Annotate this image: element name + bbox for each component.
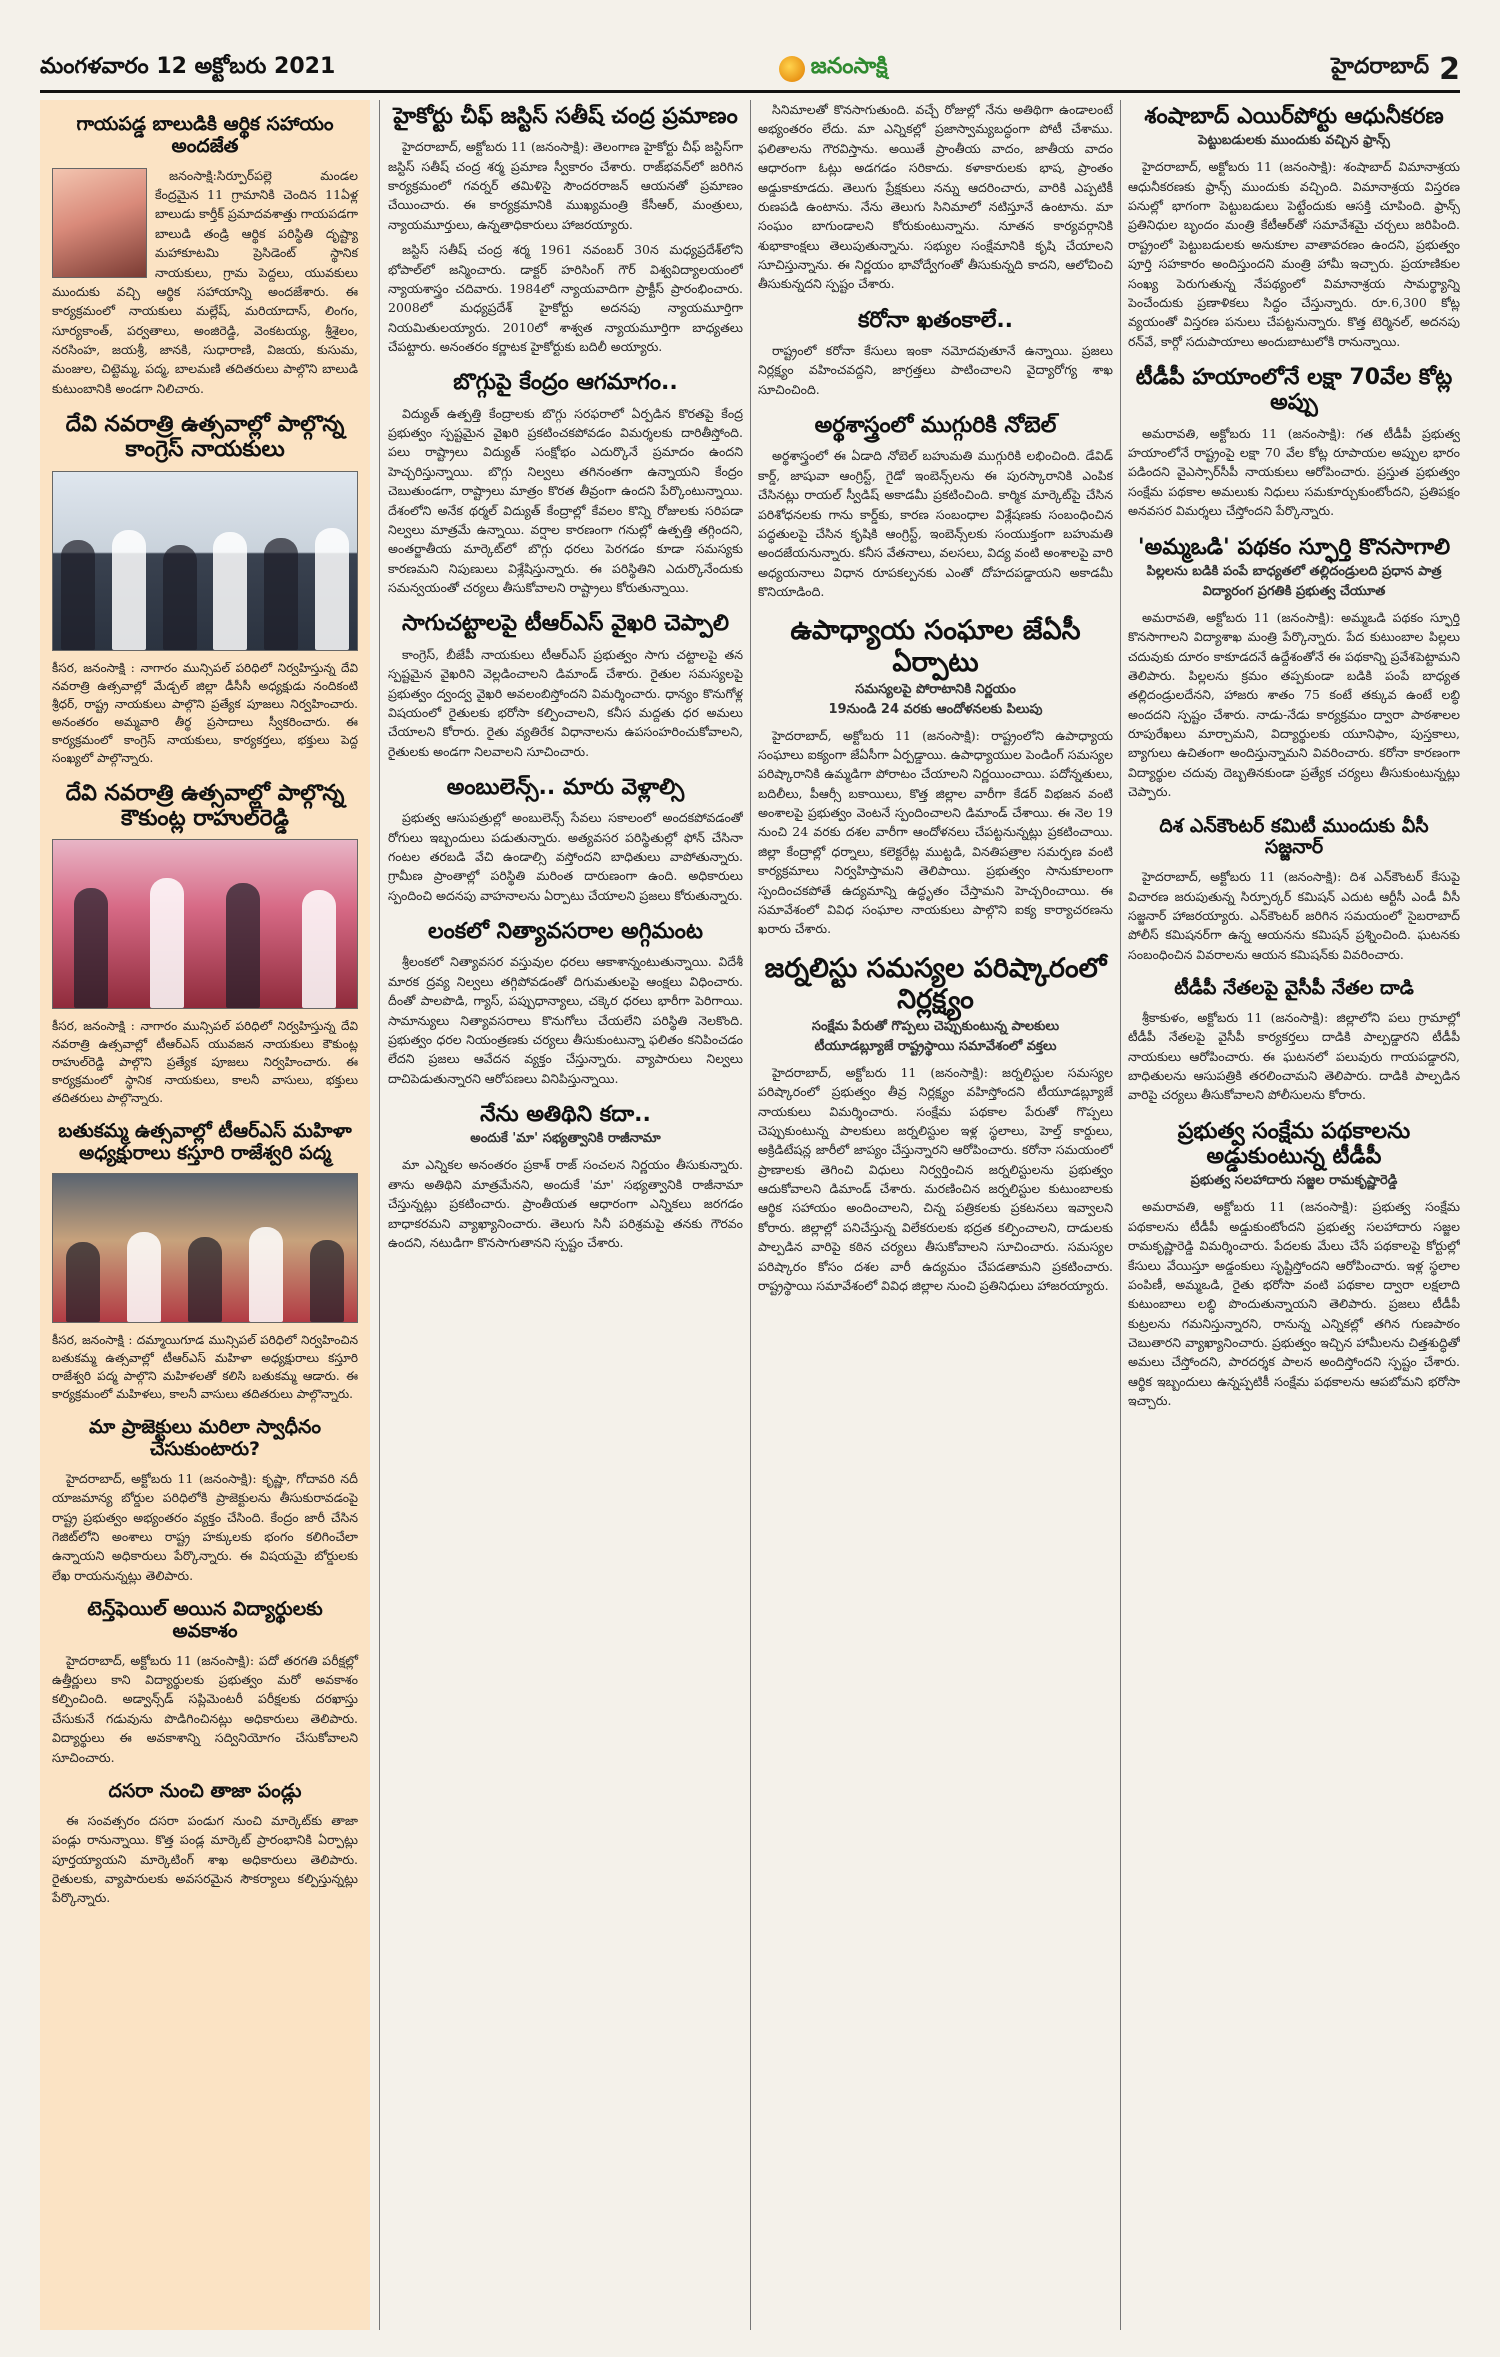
story-body [1128, 608, 1460, 802]
story-body [52, 1811, 358, 1908]
subheadline: అందుకే 'మా' సభ్యత్వానికి రాజీనామా [470, 1131, 661, 1147]
story-disha-encounter [1128, 816, 1460, 965]
story-projects-takeover [52, 1417, 358, 1585]
paragraph: అమరావతి, అక్టోబరు 11 (జనంసాక్షి): అమ్మఒడి పథకం స్ఫూర్తి కొనసాగాలని విద్యాశాఖ మంత్రి పేర్కొన్నారు. పేద కుటుంబాల పిల్లలు చదువుకు దూరం కాకూడదనే ఉద్దేశంతోనే ఈ పథకాన్ని ప్రవేశపెట్టామని తెలిపారు. పిల్లలను క్రమం తప్పకుండా బడికి పంపే బాధ్యత తల్లిదండ్రులదేనని, హాజరు శాతం 75 కంటే తక్కువ ఉంటే లబ్ధి అందదని స్పష్టం చేశారు. నాడు-నేడు కార్యక్రమం ద్వారా పాఠశాలల రూపురేఖలు మార్చామని, విద్యార్థులకు యూనిఫాం, పుస్తకాలు, బ్యాగులు ఉచితంగా అందిస్తున్నామని వివరించారు. కరోనా కారణంగా విద్యార్థుల చదువు దెబ్బతినకుండా ప్రత్యేక చర్యలు తీసుకుంటున్నట్లు చెప్పారు. [1128, 609, 1460, 800]
story-body [52, 1651, 358, 1767]
story-corona [758, 308, 1113, 399]
story-tdp-attack [1128, 978, 1460, 1105]
story-welfare-schemes [1128, 1119, 1460, 1411]
story-tenth-fail [52, 1599, 358, 1767]
issue-date: మంగళవారం 12 అక్టోబరు 2021 [40, 54, 336, 79]
story-body [388, 808, 743, 905]
person-figure [249, 1227, 283, 1322]
subheadline: పిల్లలను బడికి పంపే బాధ్యతలో తల్లిదండ్రులది ప్రధాన పాత్ర [1146, 563, 1442, 579]
headline: దేవి నవరాత్రి ఉత్సవాల్లో పాల్గొన్న కౌకుంట్ల రాహుల్‌రెడ్డి [65, 780, 345, 832]
paragraph: ఈ సంవత్సరం దసరా పండుగ నుంచి మార్కెట్‌కు తాజా పండ్లు రానున్నాయి. కొత్త పండ్ల మార్కెట్ ప్రారంభానికి ఏర్పాట్లు పూర్తయ్యాయని మార్కెటింగ్ శాఖ అధికారులు తెలిపారు. రైతులకు, వ్యాపారులకు అవసరమైన సౌకర్యాలు కల్పిస్తున్నట్లు పేర్కొన్నారు. [52, 1812, 358, 1906]
paragraph: హైదరాబాద్, అక్టోబరు 11 (జనంసాక్షి): తెలంగాణ హైకోర్టు చీఫ్ జస్టిస్‌గా జస్టిస్ సతీష్ చంద్ర శర్మ ప్రమాణ స్వీకారం చేశారు. రాజ్‌భవన్‌లో జరిగిన కార్యక్రమంలో గవర్నర్ తమిళిసై సౌందరరాజన్ ఆయనతో ప్రమాణం చేయించారు. ఈ కార్యక్రమానికి ముఖ్యమంత్రి కేసీఆర్, మంత్రులు, న్యాయమూర్తులు, ఉన్నతాధికారులు హాజరయ్యారు. [388, 139, 743, 232]
headline: గాయపడ్డ బాలుడికి ఆర్థిక సహాయం అందజేత [76, 113, 334, 157]
felicitation-photo [52, 839, 358, 1009]
person-figure [127, 1232, 161, 1322]
paragraph: హైదరాబాద్, అక్టోబరు 11 (జనంసాక్షి): పదో తరగతి పరీక్షల్లో ఉత్తీర్ణులు కాని విద్యార్థులకు ప్రభుత్వం మరో అవకాశం కల్పించింది. అడ్వాన్స్‌డ్ సప్లిమెంటరీ పరీక్షలకు దరఖాస్తు చేసుకునే గడువును పొడిగించినట్లు అధికారులు తెలిపారు. విద్యార్థులు ఈ అవకాశాన్ని సద్వినియోగం చేసుకోవాలని సూచించారు. [52, 1652, 358, 1765]
story-ammavodi [1128, 535, 1460, 802]
headline: లంకలో నిత్యావసరాల అగ్గిమంట [428, 919, 703, 945]
person-figure [66, 1242, 100, 1322]
photo-figures [53, 1227, 357, 1322]
headline: బతుకమ్మ ఉత్సవాల్లో టీఆర్ఎస్ మహిళా అధ్యక్షురాలు కస్తూరి రాజేశ్వరి పద్మ [58, 1120, 352, 1165]
headline: అర్థశాస్త్రంలో ముగ్గురికి నోబెల్‌ [814, 413, 1057, 439]
story-rahul-reddy-navaratri [52, 781, 358, 1108]
masthead-right [1331, 52, 1460, 87]
subheadline: ప్రభుత్వ సలహాదారు సజ్జల రామకృష్ణారెడ్డి [1190, 1173, 1398, 1189]
story-congress-navaratri [52, 412, 358, 767]
subheadline: సమస్యలపై పోరాటానికి నిర్ణయం [855, 681, 1016, 697]
headline: ఉపాధ్యాయ సంఘాల జేఏసీ ఏర్పాటు [790, 615, 1081, 678]
column-divider [379, 100, 380, 2330]
headline: ప్రభుత్వ సంక్షేమ పథకాలను అడ్డుకుంటున్న టీడీపీ [1177, 1118, 1411, 1170]
paragraph: సినిమాలతో కొనసాగుతుంది. వచ్చే రోజుల్లో నేను అతిథిగా ఉండాలంటే అభ్యంతరం లేదు. మా ఎన్నికల్లో ప్రజాస్వామ్యబద్ధంగా పోటీ చేశాము. ఫలితాలను గౌరవిస్తాను. అయితే ప్రాంతీయ వాదం, జాతీయ వాదం ఆధారంగా ఓట్లు అడగడం సరికాదు. కళాకారులకు భాష, ప్రాంతం అడ్డుకాకూడదు. తెలుగు ప్రేక్షకులు నన్ను ఆదరించారు, వారికి ఎప్పటికీ రుణపడి ఉంటాను. నేను తెలుగు సినిమాలో నటిస్తూనే ఉంటాను. మా సంఘం బాగుండాలని కోరుకుంటున్నాను. నూతన కార్యవర్గానికి శుభాకాంక్షలు తెలుపుతున్నాను. సభ్యుల సంక్షేమానికి కృషి చేయాలని సూచిస్తున్నాను. ఈ నిర్ణయం భావోద్వేగంతో తీసుకున్నది కాదని, ఆలోచించి తీసుకున్నదని స్పష్టం చేశారు. [758, 102, 1113, 292]
story-body [388, 1155, 743, 1252]
story-journalists [758, 953, 1113, 1296]
story-body [1128, 1197, 1460, 1410]
person-figure [310, 1240, 344, 1322]
story-maa-resignation [388, 1102, 743, 1252]
story-body [1128, 1008, 1460, 1105]
story-tdp-debt [1128, 365, 1460, 520]
headline: శంషాబాద్‌ ఎయిర్‌పోర్టు ఆధునీకరణ [1144, 104, 1444, 129]
story-body [1128, 867, 1460, 964]
column-1 [40, 100, 370, 2330]
paragraph: హైదరాబాద్, అక్టోబరు 11 (జనంసాక్షి): జర్నలిస్టుల సమస్యల పరిష్కారంలో ప్రభుత్వం తీవ్ర నిర్లక్ష్యం వహిస్తోందని టీయూడబ్ల్యూజే నాయకులు విమర్శించారు. సంక్షేమ పథకాల పేరుతో గొప్పలు చెప్పుకుంటున్న పాలకులు జర్నలిస్టుల ఇళ్ల స్థలాలు, హెల్త్ కార్డులు, అక్రిడిటేషన్ల జారీలో జాప్యం చేస్తున్నారని ఆరోపించారు. కరోనా సమయంలో ప్రాణాలకు తెగించి విధులు నిర్వర్తించిన జర్నలిస్టులను ప్రభుత్వం ఆదుకోవాలని డిమాండ్ చేశారు. మరణించిన జర్నలిస్టుల కుటుంబాలకు ఆర్థిక సహాయం అందించాలని, చిన్న పత్రికలకు ప్రకటనలు ఇవ్వాలని కోరారు. జిల్లాల్లో పనిచేస్తున్న విలేకరులకు భద్రత కల్పించాలని, దాడులకు పాల్పడిన వారిపై కఠిన చర్యలు తీసుకోవాలని సూచించారు. సమస్యల పరిష్కారం కోసం దశల వారీ ఉద్యమం చేపడతామని ప్రకటించారు. రాష్ట్రస్థాయి సమావేశంలో వివిధ జిల్లాల నుంచి ప్రతినిధులు హాజరయ్యారు. [758, 1064, 1113, 1293]
paragraph: ప్రభుత్వ ఆసుపత్రుల్లో అంబులెన్స్ సేవలు సకాలంలో అందకపోవడంతో రోగులు ఇబ్బందులు పడుతున్నారు. అత్యవసర పరిస్థితుల్లో ఫోన్ చేసినా గంటల తరబడి వేచి ఉండాల్సి వస్తోందని బాధితులు వాపోతున్నారు. గ్రామీణ ప్రాంతాల్లో పరిస్థితి మరింత దారుణంగా ఉంది. అధికారులు స్పందించి అదనపు వాహనాలను ఏర్పాటు చేయాలని ప్రజలు కోరుతున్నారు. [388, 810, 743, 903]
page-number: 2 [1439, 51, 1460, 87]
story-body [388, 137, 743, 356]
headline: దసరా నుంచి తాజా పండ్లు [108, 1779, 302, 1802]
headline: 'అమ్మఒడి' పథకం స్ఫూర్తి కొనసాగాలి [1137, 534, 1451, 560]
story-body [758, 726, 1113, 939]
story-ambulance [388, 775, 743, 905]
paragraph: అమరావతి, అక్టోబరు 11 (జనంసాక్షి): గత టీడీపీ ప్రభుత్వ హయాంలోనే రాష్ట్రంపై లక్షా 70 వేల కోట్ల రూపాయల అప్పుల భారం పడిందని వైఎస్సార్‌సీపీ నాయకులు ఆరోపించారు. ప్రస్తుత ప్రభుత్వం సంక్షేమ పథకాల అమలుకు నిధులు సమకూర్చుకుంటోందని, ప్రతిపక్షం అనవసర విమర్శలు చేస్తోందని పేర్కొన్నారు. [1128, 425, 1460, 519]
story-body [758, 1063, 1113, 1296]
subheadline: విద్యారంగ ప్రగతికి ప్రభుత్వ చేయూత [1202, 583, 1386, 599]
headline: సాగుచట్టాలపై టీఆర్ఎస్‌ వైఖరి చెప్పాలి [402, 611, 729, 637]
headline: టీడీపీ నేతలపై వైసీపీ నేతల దాడి [1174, 977, 1414, 1000]
paragraph: శ్రీలంకలో నిత్యావసర వస్తువుల ధరలు ఆకాశాన్నంటుతున్నాయి. విదేశీ మారక ద్రవ్య నిల్వలు తగ్గిపోవడంతో దిగుమతులపై ఆంక్షలు విధించారు. దీంతో పాలపొడి, గ్యాస్, పప్పుధాన్యాలు, చక్కెర ధరలు భారీగా పెరిగాయి. సామాన్యులు నిత్యావసరాలు కొనుగోలు చేయలేని పరిస్థితి నెలకొంది. ప్రభుత్వం ధరల నియంత్రణకు చర్యలు తీసుకుంటున్నా ఫలితం కనిపించడం లేదని ప్రజలు ఆవేదన వ్యక్తం చేస్తున్నారు. వ్యాపారులు నిల్వలు దాచిపెడుతున్నారని ఆరోపణలు వినిపిస్తున్నాయి. [388, 954, 743, 1086]
headline: మా ప్రాజెక్టులు మరిలా స్వాధీనం చేసుకుంటారు? [89, 1416, 321, 1460]
paragraph: రాష్ట్రంలో కరోనా కేసులు ఇంకా నమోదవుతూనే ఉన్నాయి. ప్రజలు నిర్లక్ష్యం వహించవద్దని, జాగ్రత్తలు పాటించాలని వైద్యారోగ్య శాఖ సూచించింది. [758, 343, 1113, 397]
headline: దిశ ఎన్‌కౌంటర్‌ కమిటీ ముందుకు వీసీ సజ్జనార్‌ [1159, 814, 1429, 859]
story-chief-justice [388, 104, 743, 356]
story-body [758, 341, 1113, 399]
subheadline: సంక్షేమ పేరుతో గొప్పలు చెప్పుకుంటున్న పాలకులు [811, 1018, 1060, 1034]
subheadline: 19నుండి 24 వరకు ఆందోళనలకు పిలుపు [828, 701, 1043, 717]
headline: జర్నలిస్టు సమస్యల పరిష్కారంలో నిర్లక్ష్యం [764, 952, 1107, 1015]
masthead-rule [40, 90, 1460, 93]
column-4 [1128, 100, 1460, 2330]
injured-child-photo [52, 168, 147, 278]
headline: నేను అతిథిని కదా.. [480, 1102, 651, 1128]
person-figure [213, 532, 247, 650]
story-bathukamma [52, 1121, 358, 1403]
masthead [40, 52, 1460, 86]
paragraph: కాంగ్రెస్, బీజేపీ నాయకులు టీఆర్ఎస్ ప్రభుత్వం సాగు చట్టాలపై తన స్పష్టమైన వైఖరిని వెల్లడించాలని డిమాండ్ చేశారు. రైతుల సమస్యలపై ప్రభుత్వం ద్వంద్వ వైఖరి అవలంబిస్తోందని విమర్శించారు. ధాన్యం కొనుగోళ్ల విషయంలో రైతులకు భరోసా కల్పించాలని, కనీస మద్దతు ధర అమలు చేయాలని కోరారు. రైతు వ్యతిరేక విధానాలను ఉపసంహరించుకోవాలని, రైతులకు అండగా నిలవాలని సూచించారు. [388, 646, 743, 759]
story-body [388, 952, 743, 1088]
subheadline: పెట్టుబడులకు ముందుకు వచ్చిన ఫ్రాన్స్‌ [1198, 133, 1390, 149]
paragraph: అర్థశాస్త్రంలో ఈ ఏడాది నోబెల్ బహుమతి ముగ్గురికి లభించింది. డేవిడ్ కార్డ్, జాషువా ఆంగ్రిస్ట్, గైడో ఇంబెన్స్‌లను ఈ పురస్కారానికి ఎంపిక చేసినట్లు రాయల్ స్వీడిష్ అకాడమీ ప్రకటించింది. కార్మిక మార్కెట్‌పై చేసిన పరిశోధనలకు గాను కార్డ్‌కు, కారణ సంబంధాల విశ్లేషణకు సంబంధించిన పద్ధతులపై చేసిన కృషికి ఆంగ్రిస్ట్, ఇంబెన్స్‌లకు సంయుక్తంగా బహుమతి అందజేయనున్నారు. కనీస వేతనాలు, వలసలు, విద్య వంటి అంశాలపై వారి అధ్యయనాలు విధాన రూపకల్పనకు ఎంతో దోహదపడ్డాయని అకాడమీ కొనియాడింది. [758, 448, 1113, 600]
story-teachers-jac [758, 615, 1113, 938]
story-body [758, 100, 1113, 294]
paragraph: శ్రీకాకుళం, అక్టోబరు 11 (జనంసాక్షి): జిల్లాలోని పలు గ్రామాల్లో టీడీపీ నేతలపై వైసీపీ కార్యకర్తలు దాడికి పాల్పడ్డారని టీడీపీ నాయకులు ఆరోపించారు. ఈ ఘటనలో పలువురు గాయపడ్డారని, బాధితులను ఆసుపత్రికి తరలించామని తెలిపారు. దాడికి పాల్పడిన వారిపై చర్యలు తీసుకోవాలని పోలీసులను కోరారు. [1128, 1009, 1460, 1103]
sun-logo-icon [779, 56, 805, 82]
story-farm-laws [388, 611, 743, 761]
person-figure [188, 1237, 222, 1322]
headline: హైకోర్టు చీఫ్ జస్టిస్‌ సతీష్‌ చంద్ర ప్రమాణం [393, 104, 738, 129]
person-figure [163, 545, 197, 650]
story-lanka-prices [388, 919, 743, 1088]
person-figure [150, 878, 184, 1008]
person-figure [302, 890, 336, 1008]
photo-caption: కీసర, జనంసాక్షి : దమ్మాయిగూడ మున్సిపల్ పరిధిలో నిర్వహించిన బతుకమ్మ ఉత్సవాల్లో టీఆర్ఎస్ మహిళా అధ్యక్షురాలు కస్తూరి రాజేశ్వరి పద్మ పాల్గొని మహిళలతో కలిసి బతుకమ్మ ఆడారు. ఈ కార్యక్రమంలో మహిళలు, కాలనీ వాసులు తదితరులు పాల్గొన్నారు. [52, 1333, 358, 1402]
edition-city: హైదరాబాద్ [1331, 54, 1430, 79]
person-figure [264, 538, 298, 650]
paragraph: జనంసాక్షి:సిర్పూర్‌పల్లె మండల కేంద్రమైన 11 గ్రామానికి చెందిన 11ఏళ్ల బాలుడు కార్తీక్ ప్రమాదవశాత్తు గాయపడగా బాలుడి తండ్రి ఆర్థిక పరిస్థితి దృష్ట్యా మహాకూటమి ప్రెసిడెంట్ స్థానిక నాయకులు, గ్రామ పెద్దలు, యువకులు ముందుకు వచ్చి ఆర్థిక సహాయాన్ని అందజేశారు. ఈ కార్యక్రమంలో నాయకులు మల్లేష్, మరియాదాస్, లింగం, సూర్యకాంత్, పర్వతాలు, అంజిరెడ్డి, వెంకటయ్య, శ్రీశైలం, నరసింహ, జయశ్రీ, జానకి, సుధారాణి, విజయ, కుసుమ, మంజుల, చిట్టెమ్మ, పద్మ, బాలమణి తదితరులు పాల్గొని బాలుడి కుటుంబానికి అండగా నిలిచారు. [52, 167, 359, 396]
paragraph: హైదరాబాద్, అక్టోబరు 11 (జనంసాక్షి): కృష్ణా, గోదావరి నదీ యాజమాన్య బోర్డుల పరిధిలోకి ప్రాజెక్టులను తీసుకురావడంపై రాష్ట్ర ప్రభుత్వం అభ్యంతరం వ్యక్తం చేసింది. కేంద్రం జారీ చేసిన గెజిట్‌లోని అంశాలు రాష్ట్ర హక్కులకు భంగం కలిగించేలా ఉన్నాయని అధికారులు పేర్కొన్నారు. ఈ విషయమై బోర్డులకు లేఖ రాయనున్నట్లు తెలిపారు. [52, 1470, 358, 1583]
photo-figures [53, 878, 357, 1008]
story-fresh-fruits [52, 1781, 358, 1908]
headline: కరోనా ఖతంకాలే.. [857, 307, 1014, 333]
story-body [52, 1469, 358, 1585]
paper-logo [779, 54, 888, 84]
story-body [388, 404, 743, 598]
column-2 [388, 100, 743, 2330]
headline: టీడీపీ హయాంలోనే లక్షా 70వేల కోట్ల అప్పు [1135, 365, 1453, 416]
paragraph: అమరావతి, అక్టోబరు 11 (జనంసాక్షి): ప్రభుత్వ సంక్షేమ పథకాలను టీడీపీ అడ్డుకుంటోందని ప్రభుత్వ సలహాదారు సజ్జల రామకృష్ణారెడ్డి విమర్శించారు. పేదలకు మేలు చేసే పథకాలపై కోర్టుల్లో కేసులు వేయిస్తూ అడ్డంకులు సృష్టిస్తోందని ఆరోపించారు. ఇళ్ల స్థలాల పంపిణీ, అమ్మఒడి, రైతు భరోసా వంటి పథకాల ద్వారా లక్షలాది కుటుంబాలు లబ్ధి పొందుతున్నాయని తెలిపారు. ప్రజలు టీడీపీ కుట్రలను గమనిస్తున్నారని, రానున్న ఎన్నికల్లో తగిన గుణపాఠం చెబుతారని వ్యాఖ్యానించారు. ప్రభుత్వం ఇచ్చిన హామీలను చిత్తశుద్ధితో అమలు చేస్తోందని, పారదర్శక పాలన అందిస్తోందని స్పష్టం చేశారు. ఆర్థిక ఇబ్బందులు ఉన్నప్పటికీ సంక్షేమ పథకాలను ఆపబోమని భరోసా ఇచ్చారు. [1128, 1199, 1460, 1409]
column-3 [758, 100, 1113, 2330]
paragraph: మా ఎన్నికల అనంతరం ప్రకాశ్ రాజ్ సంచలన నిర్ణయం తీసుకున్నారు. తాను అతిథిని మాత్రమేనని, అందుకే 'మా' సభ్యత్వానికి రాజీనామా చేస్తున్నట్లు ప్రకటించారు. ప్రాంతీయత ఆధారంగా ఎన్నికలు జరగడం బాధాకరమని వ్యాఖ్యానించారు. తెలుగు సినీ పరిశ్రమపై తనకు గౌరవం ఉందని, నటుడిగా కొనసాగుతానని స్పష్టం చేశారు. [388, 1157, 743, 1250]
paper-name: జనంసాక్షి [810, 54, 888, 79]
congress-leaders-photo [52, 471, 358, 651]
paragraph: హైదరాబాద్, అక్టోబరు 11 (జనంసాక్షి): శంషాబాద్ విమానాశ్రయ ఆధునీకరణకు ఫ్రాన్స్ ముందుకు వచ్చింది. విమానాశ్రయ విస్తరణ పనుల్లో భాగంగా పెట్టుబడులు పెట్టేందుకు ఆసక్తి చూపింది. ఫ్రాన్స్ ప్రతినిధుల బృందం మంత్రి కేటీఆర్‌తో సమావేశమై చర్చలు జరిపింది. రాష్ట్రంలో పెట్టుబడులకు అనుకూల వాతావరణం ఉందని, ప్రభుత్వం పూర్తి సహకారం అందిస్తుందని మంత్రి హామీ ఇచ్చారు. ప్రయాణికుల సంఖ్య పెరుగుతున్న నేపథ్యంలో విమానాశ్రయ సామర్థ్యాన్ని పెంచేందుకు ప్రణాళికలు సిద్ధం చేస్తున్నారు. రూ.6,300 కోట్ల వ్యయంతో విస్తరణ పనులు చేపట్టనున్నారు. కొత్త టెర్మినల్, అదనపు రన్‌వే, కార్గో సదుపాయాలు అందుబాటులోకి రానున్నాయి. [1128, 159, 1460, 349]
story-airport [1128, 104, 1460, 351]
subheadline: టీయూడబ్ల్యూజే రాష్ట్రస్థాయి సమావేశంలో వక్తలు [814, 1038, 1057, 1054]
story-nobel [758, 413, 1113, 601]
paragraph: జస్టిస్ సతీష్ చంద్ర శర్మ 1961 నవంబర్ 30న మధ్యప్రదేశ్‌లోని భోపాల్‌లో జన్మించారు. డాక్టర్ హరిసింగ్ గౌర్ విశ్వవిద్యాలయంలో న్యాయశాస్త్రం చదివారు. 1984లో న్యాయవాదిగా ప్రాక్టీస్ ప్రారంభించారు. 2008లో మధ్యప్రదేశ్ హైకోర్టు అదనపు న్యాయమూర్తిగా నియమితులయ్యారు. 2010లో శాశ్వత న్యాయమూర్తిగా బాధ్యతలు చేపట్టారు. అనంతరం కర్ణాటక హైకోర్టుకు బదిలీ అయ్యారు. [388, 242, 743, 355]
column-divider [1120, 100, 1121, 2330]
person-figure [112, 530, 146, 650]
photo-figures [53, 528, 357, 650]
story-body [1128, 424, 1460, 521]
headline: బొగ్గుపై కేంద్రం ఆగమాగం.. [453, 370, 678, 396]
story-maa-continued [758, 100, 1113, 294]
story-body [1128, 157, 1460, 351]
photo-caption: కీసర, జనంసాక్షి : నాగారం మున్సిపల్ పరిధిలో నిర్వహిస్తున్న దేవి నవరాత్రి ఉత్సవాల్లో టీఆర్ఎస్ యువజన నాయకులు కౌకుంట్ల రాహుల్‌రెడ్డి పాల్గొని ప్రత్యేక పూజలు నిర్వహించారు. ఈ కార్యక్రమంలో స్థానిక నాయకులు, కాలనీ వాసులు, భక్తులు తదితరులు పాల్గొన్నారు. [52, 1019, 358, 1106]
person-figure [74, 888, 108, 1008]
headline: టెన్త్‌ఫెయిల్‌ అయిన విద్యార్థులకు అవకాశం [87, 1598, 323, 1642]
bathukamma-photo [52, 1173, 358, 1323]
paragraph: హైదరాబాద్, అక్టోబరు 11 (జనంసాక్షి): దిశ ఎన్‌కౌంటర్ కేసుపై విచారణ జరుపుతున్న సిర్పూర్కర్ కమిషన్ ఎదుట ఆర్టీసీ ఎండీ వీసీ సజ్జనార్ హాజరయ్యారు. ఎన్‌కౌంటర్ జరిగిన సమయంలో సైబరాబాద్ పోలీస్ కమిషనర్‌గా ఉన్న ఆయనను కమిషన్ ప్రశ్నించింది. ఘటనకు సంబంధించిన వివరాలను ఆయన కమిషన్‌కు వివరించారు. [1128, 869, 1460, 962]
headline: దేవి నవరాత్రి ఉత్సవాల్లో పాల్గొన్న కాంగ్రెస్ నాయకులు [65, 412, 345, 463]
person-figure [315, 528, 349, 650]
person-figure [61, 540, 95, 650]
headline: అంబులెన్స్‌.. మారు వెళ్లాల్సి [446, 775, 685, 801]
paragraph: విద్యుత్ ఉత్పత్తి కేంద్రాలకు బొగ్గు సరఫరాలో ఏర్పడిన కొరతపై కేంద్ర ప్రభుత్వం స్పష్టమైన వైఖరి ప్రకటించకపోవడం విమర్శలకు దారితీస్తోంది. పలు రాష్ట్రాలు విద్యుత్ సంక్షోభం ఎదుర్కొనే ప్రమాదం ఉందని హెచ్చరిస్తున్నాయి. బొగ్గు నిల్వలు తగినంతగా ఉన్నాయని కేంద్రం చెబుతుండగా, రాష్ట్రాలు మాత్రం కొరత తీవ్రంగా ఉందని పేర్కొంటున్నాయి. దేశంలోని అనేక థర్మల్ విద్యుత్ కేంద్రాల్లో కేవలం కొన్ని రోజులకు సరిపడా నిల్వలు మాత్రమే ఉన్నాయి. వర్షాల కారణంగా గనుల్లో ఉత్పత్తి తగ్గిందని, అంతర్జాతీయ మార్కెట్‌లో బొగ్గు ధరలు పెరగడం కూడా సమస్యకు కారణమని నిపుణులు విశ్లేషిస్తున్నారు. ఈ పరిస్థితిని ఎదుర్కొనేందుకు సమన్వయంతో చర్యలు తీసుకోవాలని రాష్ట్రాలు కోరుతున్నాయి. [388, 405, 743, 596]
paragraph: హైదరాబాద్, అక్టోబరు 11 (జనంసాక్షి): రాష్ట్రంలోని ఉపాధ్యాయ సంఘాలు ఐక్యంగా జేఏసీగా ఏర్పడ్డాయి. ఉపాధ్యాయుల పెండింగ్ సమస్యల పరిష్కారానికి ఉమ్మడిగా పోరాటం చేయాలని నిర్ణయించాయి. పదోన్నతులు, బదిలీలు, పీఆర్సీ బకాయిలు, కొత్త జిల్లాల వారీగా కేడర్ విభజన వంటి అంశాలపై ప్రభుత్వం వెంటనే స్పందించాలని డిమాండ్ చేశాయి. ఈ నెల 19 నుంచి 24 వరకు దశల వారీగా ఆందోళనలు చేపట్టనున్నట్లు ప్రకటించాయి. జిల్లా కేంద్రాల్లో ధర్నాలు, కలెక్టరేట్ల ముట్టడి, వినతిపత్రాల సమర్పణ వంటి కార్యక్రమాలు నిర్వహిస్తామని తెలిపాయి. ప్రభుత్వం సానుకూలంగా స్పందించకపోతే ఉద్యమాన్ని ఉద్ధృతం చేస్తామని హెచ్చరించాయి. ఈ సమావేశంలో వివిధ సంఘాల నాయకులు పాల్గొని ఐక్య కార్యాచరణను ఖరారు చేశారు. [758, 727, 1113, 937]
story-body [758, 446, 1113, 601]
photo-caption: కీసర, జనంసాక్షి : నాగారం మున్సిపల్ పరిధిలో నిర్వహిస్తున్న దేవి నవరాత్రి ఉత్సవాల్లో మేడ్చల్ జిల్లా డీసీసీ అధ్యక్షుడు నందికంటి శ్రీధర్, రాష్ట్ర నాయకులు పాల్గొని ప్రత్యేక పూజలు నిర్వహించారు. అనంతరం అమ్మవారి తీర్థ ప్రసాదాలు స్వీకరించారు. ఈ కార్యక్రమంలో కాంగ్రెస్ నాయకులు, కార్యకర్తలు, భక్తులు పెద్ద సంఖ్యలో పాల్గొన్నారు. [52, 660, 358, 765]
column-divider [750, 100, 751, 2330]
person-figure [226, 883, 260, 1008]
story-financial-aid [52, 114, 358, 398]
story-body [388, 645, 743, 761]
story-coal-crisis [388, 370, 743, 597]
